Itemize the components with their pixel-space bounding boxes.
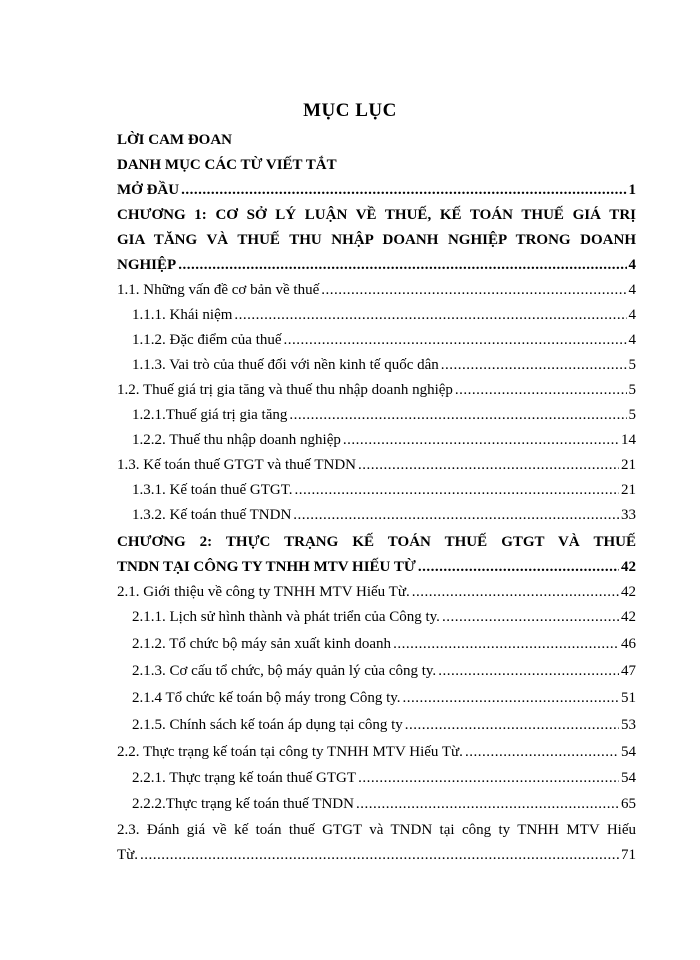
toc-entry-page: 21	[621, 482, 636, 498]
toc-entry-page: 5	[628, 357, 636, 373]
toc-entry-label: 1.2. Thuế giá trị gia tăng và thuế thu nhập doanh nghiệp	[117, 382, 453, 398]
toc-entry-label: 2.2.1. Thực trạng kế toán thuế GTGT	[132, 770, 357, 786]
toc-entry-1-2-1	[132, 403, 636, 427]
dot-leader	[343, 428, 619, 452]
toc-entry-page: 54	[621, 770, 636, 786]
dot-leader	[293, 503, 619, 527]
toc-entry-1-3-2	[132, 503, 636, 527]
dot-leader	[181, 178, 626, 202]
toc-entry-label: 2.1.4 Tổ chức kế toán bộ máy trong Công ty.	[132, 690, 401, 706]
toc-entry-1-2	[117, 378, 636, 402]
toc-entry-page: 47	[621, 663, 636, 679]
toc-entry-mo-dau	[117, 178, 636, 202]
dot-leader	[442, 605, 619, 629]
toc-entry-1-1-3	[132, 353, 636, 377]
toc-entry-label: NGHIỆP	[117, 257, 177, 273]
toc-entry-page: 4	[628, 332, 636, 348]
toc-entry-label: 1.1.1. Khái niệm	[132, 307, 233, 323]
toc-entry-label: 1.2.1.Thuế giá trị gia tăng	[132, 407, 288, 423]
dot-leader	[393, 632, 619, 656]
toc-entry-1-3	[117, 453, 636, 477]
toc-entry-page: 42	[621, 559, 636, 575]
dot-leader	[178, 253, 626, 277]
toc-entry-page: 14	[621, 432, 636, 448]
dot-leader	[358, 453, 619, 477]
toc-entry-page: 53	[621, 717, 636, 733]
toc-entry-2-1-3	[132, 659, 636, 683]
toc-title: MỤC LỤC	[303, 100, 397, 121]
toc-entry-2-1-2	[132, 632, 636, 656]
toc-entry-label: 2.1. Giới thiệu về công ty TNHH MTV Hiếu Từ.	[117, 584, 410, 600]
toc-entry-1-2-2	[132, 428, 636, 452]
toc-entry-label: TNDN TẠI CÔNG TY TNHH MTV HIẾU TỪ	[117, 559, 416, 575]
toc-entry-label: 1.3.2. Kế toán thuế TNDN	[132, 507, 292, 523]
toc-entry-danh-muc	[117, 153, 636, 177]
dot-leader	[321, 278, 626, 302]
toc-entry-page: 54	[621, 744, 636, 760]
dot-leader	[465, 740, 619, 764]
toc-entry-label: 2.1.5. Chính sách kế toán áp dụng tại công ty	[132, 717, 403, 733]
toc-entry-2-1-1	[132, 605, 636, 629]
toc-entry-page: 33	[621, 507, 636, 523]
toc-entry-label: 1.1.3. Vai trò của thuế đối với nền kinh tế quốc dân	[132, 357, 439, 373]
toc-entry-page: 1	[628, 182, 636, 198]
toc-entry-label: MỞ ĐẦU	[117, 182, 180, 198]
chapter1-line2: GIA TĂNG VÀ THUẾ THU NHẬP DOANH NGHIỆP TRONG DOANH	[117, 232, 636, 248]
toc-entry-page: 4	[628, 257, 636, 273]
toc-entry-1-1	[117, 278, 636, 302]
toc-entry-1-1-1	[132, 303, 636, 327]
toc-entry-loi-cam-doan	[117, 128, 636, 152]
dot-leader	[412, 580, 619, 604]
toc-entry-page: 65	[621, 796, 636, 812]
toc-entry-2-2-1	[132, 766, 636, 790]
toc-entry-page: 51	[621, 690, 636, 706]
chapter2-line2	[117, 555, 636, 579]
toc-entry-2-2-2	[132, 792, 636, 816]
dot-leader	[358, 766, 619, 790]
toc-entry-1-1-2	[132, 328, 636, 352]
dot-leader	[438, 659, 619, 683]
toc-entry-label: 2.2. Thực trạng kế toán tại công ty TNHH MTV Hiếu Từ.	[117, 744, 463, 760]
chapter2-line1: CHƯƠNG 2: THỰC TRẠNG KẾ TOÁN THUẾ GTGT VÀ THUẾ	[117, 534, 636, 550]
toc-entry-page: 4	[628, 307, 636, 323]
toc-entry-label: 2.1.1. Lịch sử hình thành và phát triển của Công ty.	[132, 609, 440, 625]
dot-leader	[441, 353, 627, 377]
toc-entry-page: 5	[628, 382, 636, 398]
toc-entry-label: 2.1.2. Tổ chức bộ máy sản xuất kinh doanh	[132, 636, 392, 652]
dot-leader	[140, 843, 619, 867]
toc-entry-page: 46	[621, 636, 636, 652]
toc-entry-2-1-4	[132, 686, 636, 710]
toc-entry-page: 71	[621, 847, 636, 863]
dot-leader	[455, 378, 627, 402]
toc-entry-label: 1.3. Kế toán thuế GTGT và thuế TNDN	[117, 457, 356, 473]
toc-entry-label: 1.3.1. Kế toán thuế GTGT.	[132, 482, 293, 498]
toc-entry-page: 4	[628, 282, 636, 298]
toc-entry-label: 2.2.2.Thực trạng kế toán thuế TNDN	[132, 796, 354, 812]
dot-leader	[405, 713, 619, 737]
chapter1-line1: CHƯƠNG 1: CƠ SỞ LÝ LUẬN VỀ THUẾ, KẾ TOÁN THUẾ GIÁ TRỊ	[117, 207, 636, 223]
dot-leader	[295, 478, 619, 502]
toc-entry-label: LỜI CAM ĐOAN	[117, 132, 232, 148]
dot-leader	[403, 686, 619, 710]
toc-entry-2-3-line1: 2.3. Đánh giá về kế toán thuế GTGT và TNDN tại công ty TNHH MTV Hiếu	[117, 822, 636, 838]
dot-leader	[418, 555, 619, 579]
toc-entry-label: 1.2.2. Thuế thu nhập doanh nghiệp	[132, 432, 341, 448]
dot-leader	[234, 303, 626, 327]
toc-entry-2-1	[117, 580, 636, 604]
toc-entry-label: 1.1.2. Đặc điểm của thuế	[132, 332, 282, 348]
toc-entry-label: 2.1.3. Cơ cấu tổ chức, bộ máy quản lý của công ty.	[132, 663, 437, 679]
toc-entry-2-2	[117, 740, 636, 764]
dot-leader	[284, 328, 627, 352]
toc-entry-label: 1.1. Những vấn đề cơ bản về thuế	[117, 282, 320, 298]
toc-entry-page: 42	[621, 584, 636, 600]
toc-entry-label: Từ.	[117, 847, 139, 863]
toc-entry-label: DANH MỤC CÁC TỪ VIẾT TẮT	[117, 157, 337, 173]
toc-entry-2-1-5	[132, 713, 636, 737]
chapter1-line3	[117, 253, 636, 277]
dot-leader	[356, 792, 619, 816]
dot-leader	[289, 403, 626, 427]
toc-entry-page: 5	[628, 407, 636, 423]
toc-entry-2-3-line2	[117, 843, 636, 867]
toc-entry-1-3-1	[132, 478, 636, 502]
toc-entry-page: 42	[621, 609, 636, 625]
toc-entry-page: 21	[621, 457, 636, 473]
